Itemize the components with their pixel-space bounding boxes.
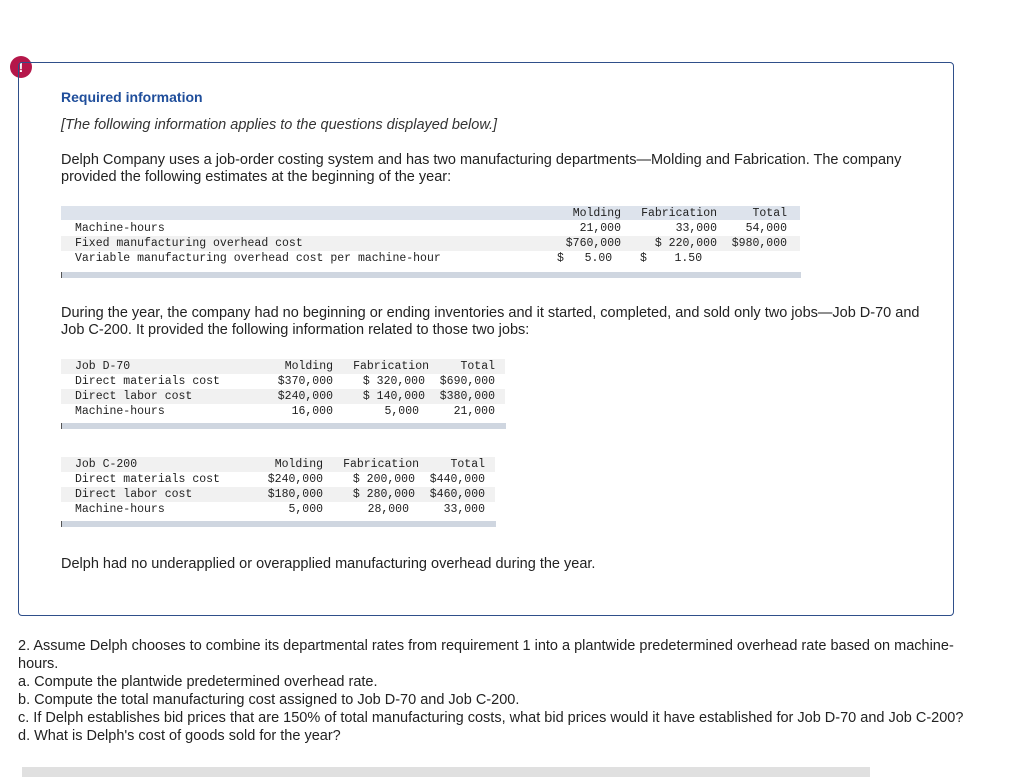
question-item: c. If Delph establishes bid prices that are 150% of total manufacturing costs, what bid prices would it have established for Job D-70 and Job C-200? (18, 710, 964, 726)
row-label: Direct labor cost (75, 488, 193, 501)
section-title: Required information (61, 89, 203, 105)
cell-value: $690,000 (439, 375, 495, 388)
table-header-row (61, 359, 505, 374)
cell-value: 21,000 (579, 222, 621, 235)
question-item: b. Compute the total manufacturing cost assigned to Job D-70 and Job C-200. (18, 692, 520, 708)
table-header-row (61, 457, 495, 472)
info-box (18, 62, 954, 616)
question-item: a. Compute the plantwide predetermined overhead rate. (18, 674, 378, 690)
middle-paragraph: During the year, the company had no beginning or ending inventories and it started, completed, and sold only two jobs—Job D-70 and Job C-200. It provided the following information related to those two jobs: (61, 305, 920, 338)
table-row (61, 472, 495, 487)
cell-value: $ 200,000 (352, 473, 415, 486)
row-label: Fixed manufacturing overhead cost (75, 237, 303, 250)
closing-paragraph: Delph had no underapplied or overapplied manufacturing overhead during the year. (61, 556, 596, 572)
table-row (61, 487, 495, 502)
row-label: Direct materials cost (75, 473, 220, 486)
alert-icon: ! (10, 56, 32, 78)
column-header: Molding (274, 458, 323, 471)
job-name: Job C-200 (75, 458, 138, 471)
column-header: Total (450, 458, 485, 471)
intro-paragraph: Delph Company uses a job-order costing system and has two manufacturing departments—Molding and Fabrication. The company provided the following estimates at the beginning of the year: (61, 152, 902, 185)
table-row (61, 389, 505, 404)
table-row (61, 221, 800, 236)
cell-value: $370,000 (277, 375, 333, 388)
cell-value: $ 5.00 (557, 252, 613, 265)
cell-value: $440,000 (429, 473, 485, 486)
table-row (61, 374, 505, 389)
cell-value: $ 280,000 (352, 488, 415, 501)
cell-value: 33,000 (675, 222, 717, 235)
row-label: Variable manufacturing overhead cost per machine-hour (75, 252, 441, 265)
cell-value: $180,000 (267, 488, 323, 501)
table-row (61, 236, 800, 251)
cell-value: $460,000 (429, 488, 485, 501)
cell-value: 21,000 (453, 405, 495, 418)
cell-value: 54,000 (745, 222, 787, 235)
column-header: Total (752, 207, 787, 220)
job-c200-table (61, 457, 495, 529)
cell-value: $760,000 (565, 237, 621, 250)
cell-value: 28,000 (367, 503, 409, 516)
cell-value: 33,000 (443, 503, 485, 516)
column-header: Molding (572, 207, 621, 220)
answer-area[interactable] (22, 767, 870, 777)
cell-value: $ 320,000 (362, 375, 425, 388)
cell-value: $ 140,000 (362, 390, 425, 403)
row-label: Machine-hours (75, 503, 165, 516)
job-name: Job D-70 (75, 360, 131, 373)
cell-value: $ 1.50 (640, 252, 703, 265)
section-subtitle: [The following information applies to the questions displayed below.] (61, 117, 498, 133)
cell-value: 16,000 (291, 405, 333, 418)
cell-value: $240,000 (267, 473, 323, 486)
row-label: Machine-hours (75, 405, 165, 418)
cell-value: $380,000 (439, 390, 495, 403)
column-header: Molding (284, 360, 333, 373)
estimates-table (61, 206, 800, 278)
job-d70-table (61, 359, 505, 431)
cell-value: $980,000 (731, 237, 787, 250)
cell-value: $240,000 (277, 390, 333, 403)
column-header: Total (460, 360, 495, 373)
question-item: 2. Assume Delph chooses to combine its departmental rates from requirement 1 into a plantwide predetermined overhead rate based on machine-hours. (18, 638, 954, 672)
row-label: Direct materials cost (75, 375, 220, 388)
column-header: Fabrication (641, 207, 717, 220)
cell-value: $ 220,000 (654, 237, 717, 250)
column-header: Fabrication (343, 458, 419, 471)
table-row (61, 251, 800, 266)
row-label: Direct labor cost (75, 390, 193, 403)
cell-value: 5,000 (384, 405, 419, 418)
column-header: Fabrication (353, 360, 429, 373)
question-item: d. What is Delph's cost of goods sold for the year? (18, 728, 341, 744)
table-header-row (61, 206, 800, 221)
cell-value: 5,000 (288, 503, 323, 516)
table-row (61, 404, 505, 419)
table-row (61, 502, 495, 517)
row-label: Machine-hours (75, 222, 165, 235)
questions-list (18, 637, 968, 745)
